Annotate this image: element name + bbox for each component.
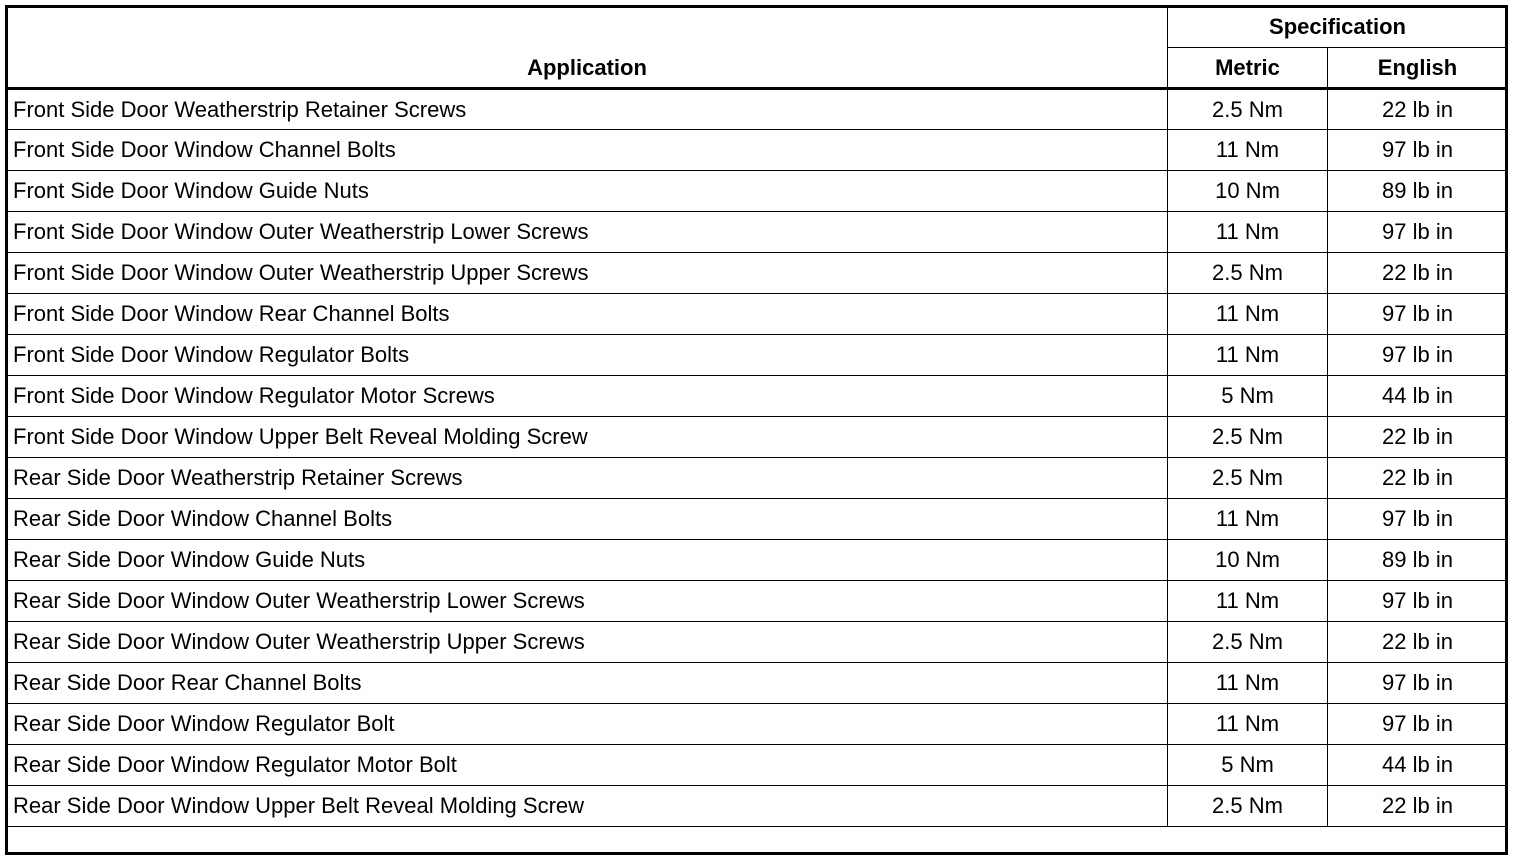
application-cell: Rear Side Door Window Outer Weatherstrip Lower Screws bbox=[7, 581, 1168, 622]
metric-cell: 2.5 Nm bbox=[1168, 622, 1328, 663]
table-row bbox=[7, 745, 1508, 786]
metric-cell: 5 Nm bbox=[1168, 376, 1328, 417]
table-row bbox=[7, 171, 1508, 212]
table-row bbox=[7, 540, 1508, 581]
header-application: Application bbox=[7, 7, 1168, 89]
header-row-top bbox=[7, 7, 1508, 48]
application-cell: Front Side Door Window Rear Channel Bolts bbox=[7, 294, 1168, 335]
application-cell: Front Side Door Window Outer Weatherstrip Upper Screws bbox=[7, 253, 1168, 294]
table-row bbox=[7, 499, 1508, 540]
application-cell: Rear Side Door Window Upper Belt Reveal Molding Screw bbox=[7, 786, 1168, 827]
application-cell: Rear Side Door Weatherstrip Retainer Screws bbox=[7, 458, 1168, 499]
application-cell: Rear Side Door Window Guide Nuts bbox=[7, 540, 1168, 581]
table-row bbox=[7, 376, 1508, 417]
metric-cell: 2.5 Nm bbox=[1168, 458, 1328, 499]
english-cell: 89 lb in bbox=[1328, 540, 1508, 581]
table-row bbox=[7, 663, 1508, 704]
metric-cell: 11 Nm bbox=[1168, 335, 1328, 376]
metric-cell: 2.5 Nm bbox=[1168, 89, 1328, 130]
metric-cell: 10 Nm bbox=[1168, 540, 1328, 581]
english-cell: 97 lb in bbox=[1328, 704, 1508, 745]
english-cell: 97 lb in bbox=[1328, 499, 1508, 540]
application-cell: Front Side Door Window Guide Nuts bbox=[7, 171, 1168, 212]
metric-cell: 11 Nm bbox=[1168, 294, 1328, 335]
metric-cell: 10 Nm bbox=[1168, 171, 1328, 212]
table-row bbox=[7, 458, 1508, 499]
table-row bbox=[7, 212, 1508, 253]
application-cell: Front Side Door Window Outer Weatherstrip Lower Screws bbox=[7, 212, 1168, 253]
application-cell: Front Side Door Window Regulator Motor Screws bbox=[7, 376, 1168, 417]
metric-cell: 5 Nm bbox=[1168, 745, 1328, 786]
table-row bbox=[7, 581, 1508, 622]
english-cell: 22 lb in bbox=[1328, 786, 1508, 827]
application-cell: Rear Side Door Window Regulator Motor Bolt bbox=[7, 745, 1168, 786]
application-cell: Front Side Door Window Regulator Bolts bbox=[7, 335, 1168, 376]
english-cell: 89 lb in bbox=[1328, 171, 1508, 212]
table-row bbox=[7, 294, 1508, 335]
application-cell: Front Side Door Window Upper Belt Reveal Molding Screw bbox=[7, 417, 1168, 458]
english-cell: 97 lb in bbox=[1328, 581, 1508, 622]
english-cell: 22 lb in bbox=[1328, 458, 1508, 499]
english-cell: 44 lb in bbox=[1328, 745, 1508, 786]
application-cell: Rear Side Door Window Outer Weatherstrip Upper Screws bbox=[7, 622, 1168, 663]
table-row bbox=[7, 130, 1508, 171]
english-cell: 22 lb in bbox=[1328, 622, 1508, 663]
metric-cell: 2.5 Nm bbox=[1168, 253, 1328, 294]
table-row bbox=[7, 622, 1508, 663]
application-cell: Rear Side Door Window Channel Bolts bbox=[7, 499, 1168, 540]
english-cell: 97 lb in bbox=[1328, 212, 1508, 253]
english-cell: 97 lb in bbox=[1328, 335, 1508, 376]
header-english: English bbox=[1328, 48, 1508, 89]
english-cell: 97 lb in bbox=[1328, 663, 1508, 704]
table-row bbox=[7, 417, 1508, 458]
metric-cell: 2.5 Nm bbox=[1168, 786, 1328, 827]
application-cell: Rear Side Door Rear Channel Bolts bbox=[7, 663, 1168, 704]
metric-cell: 11 Nm bbox=[1168, 130, 1328, 171]
application-cell: Rear Side Door Window Regulator Bolt bbox=[7, 704, 1168, 745]
header-metric: Metric bbox=[1168, 48, 1328, 89]
metric-cell: 2.5 Nm bbox=[1168, 417, 1328, 458]
table-row bbox=[7, 704, 1508, 745]
table-header bbox=[7, 7, 1508, 89]
english-cell: 22 lb in bbox=[1328, 253, 1508, 294]
header-specification: Specification bbox=[1168, 7, 1508, 48]
table-row bbox=[7, 335, 1508, 376]
metric-cell: 11 Nm bbox=[1168, 663, 1328, 704]
english-cell: 22 lb in bbox=[1328, 89, 1508, 130]
table-row bbox=[7, 89, 1508, 130]
english-cell: 22 lb in bbox=[1328, 417, 1508, 458]
metric-cell: 11 Nm bbox=[1168, 581, 1328, 622]
application-cell: Front Side Door Weatherstrip Retainer Screws bbox=[7, 89, 1168, 130]
english-cell: 97 lb in bbox=[1328, 294, 1508, 335]
torque-spec-table bbox=[6, 6, 1508, 827]
metric-cell: 11 Nm bbox=[1168, 212, 1328, 253]
application-cell: Front Side Door Window Channel Bolts bbox=[7, 130, 1168, 171]
english-cell: 44 lb in bbox=[1328, 376, 1508, 417]
table-row bbox=[7, 786, 1508, 827]
table-row bbox=[7, 253, 1508, 294]
english-cell: 97 lb in bbox=[1328, 130, 1508, 171]
metric-cell: 11 Nm bbox=[1168, 704, 1328, 745]
metric-cell: 11 Nm bbox=[1168, 499, 1328, 540]
table-body bbox=[7, 89, 1508, 827]
